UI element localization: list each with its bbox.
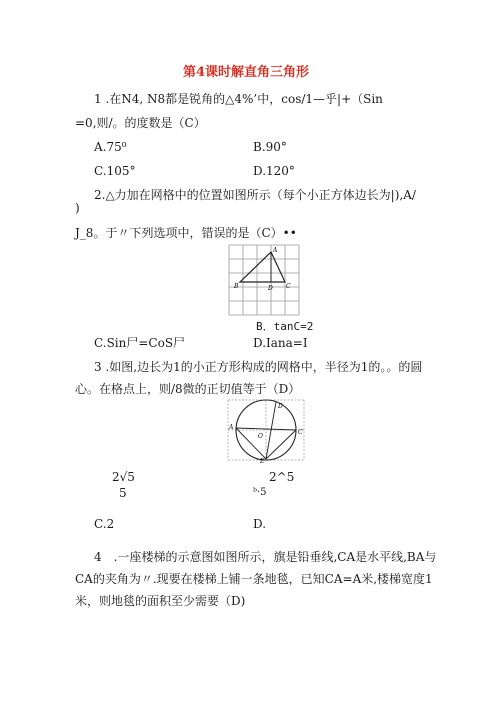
q2-triangle xyxy=(240,252,285,282)
q3-option-a-denominator: 5 xyxy=(119,486,127,500)
q3-line1: 3 .如图,边长为1的小正方形构成的网格中，半径为1的。。的圆 xyxy=(94,360,423,374)
q4-line1: 4 .一座楼梯的示意图如图所示，旗是铅垂线,CA是水平线,BA与 xyxy=(94,550,437,564)
q2-line1: 2.△力加在网格中的位置如图所示（每个小正方体边长为|),A/ xyxy=(94,188,416,202)
q2-line3: J_8。于〃下列选项中，错误的是（C）•• xyxy=(75,226,297,240)
q2-option-d: D.Iana=I xyxy=(253,336,308,350)
q2-label-d: D xyxy=(268,285,273,292)
q3-option-c: C.2 xyxy=(94,517,115,531)
q1-option-d: D.120° xyxy=(253,164,295,178)
q2-grid xyxy=(229,245,299,315)
q3-label-a: A xyxy=(229,424,234,431)
q2-label-a: A xyxy=(273,247,278,254)
q1-line2: =0,则/。的度数是（C） xyxy=(75,116,206,130)
q2-label-b: B xyxy=(234,283,239,290)
q3-option-b-denominator: ᵇ·5 xyxy=(253,487,267,498)
q3-label-c: C xyxy=(298,429,303,436)
page-title: 第4课时解直角三角形 xyxy=(183,65,310,80)
q3-option-b-numerator: 2^5 xyxy=(269,470,295,484)
q2-line2: ) xyxy=(75,201,80,215)
q1-option-a: A.75⁰ xyxy=(94,140,127,154)
q2-grid-triangle-figure xyxy=(228,244,300,316)
q3-option-d: D. xyxy=(253,517,267,531)
q1-option-c: C.105° xyxy=(94,164,136,178)
q3-label-d: D xyxy=(278,403,283,410)
q1-option-b: B.90° xyxy=(253,140,287,154)
q4-line3: 米，则地毯的面积至少需要（D) xyxy=(75,594,246,608)
q3-label-e: E xyxy=(260,458,265,464)
q4-line2: CA的夹角为〃.现要在楼梯上铺一条地毯，已知CA=A米,楼梯宽度1 xyxy=(75,572,433,586)
q3-line2: 心。在格点上，则/8微的正切值等于（D） xyxy=(75,382,301,396)
q2-label-c: C xyxy=(286,283,291,290)
q1-line1: 1 .在N4, N8都是锐角的△4%’中，cos/1—乎|+（Sin xyxy=(94,92,383,106)
q3-label-o: O xyxy=(258,433,263,440)
q2-option-b: B．tanC=2 xyxy=(256,320,314,333)
q3-option-a-numerator: 2√5 xyxy=(112,470,135,484)
q3-circle-grid-figure xyxy=(224,398,308,464)
q2-option-c: C.Sin尸=CoS尸 xyxy=(94,336,186,350)
